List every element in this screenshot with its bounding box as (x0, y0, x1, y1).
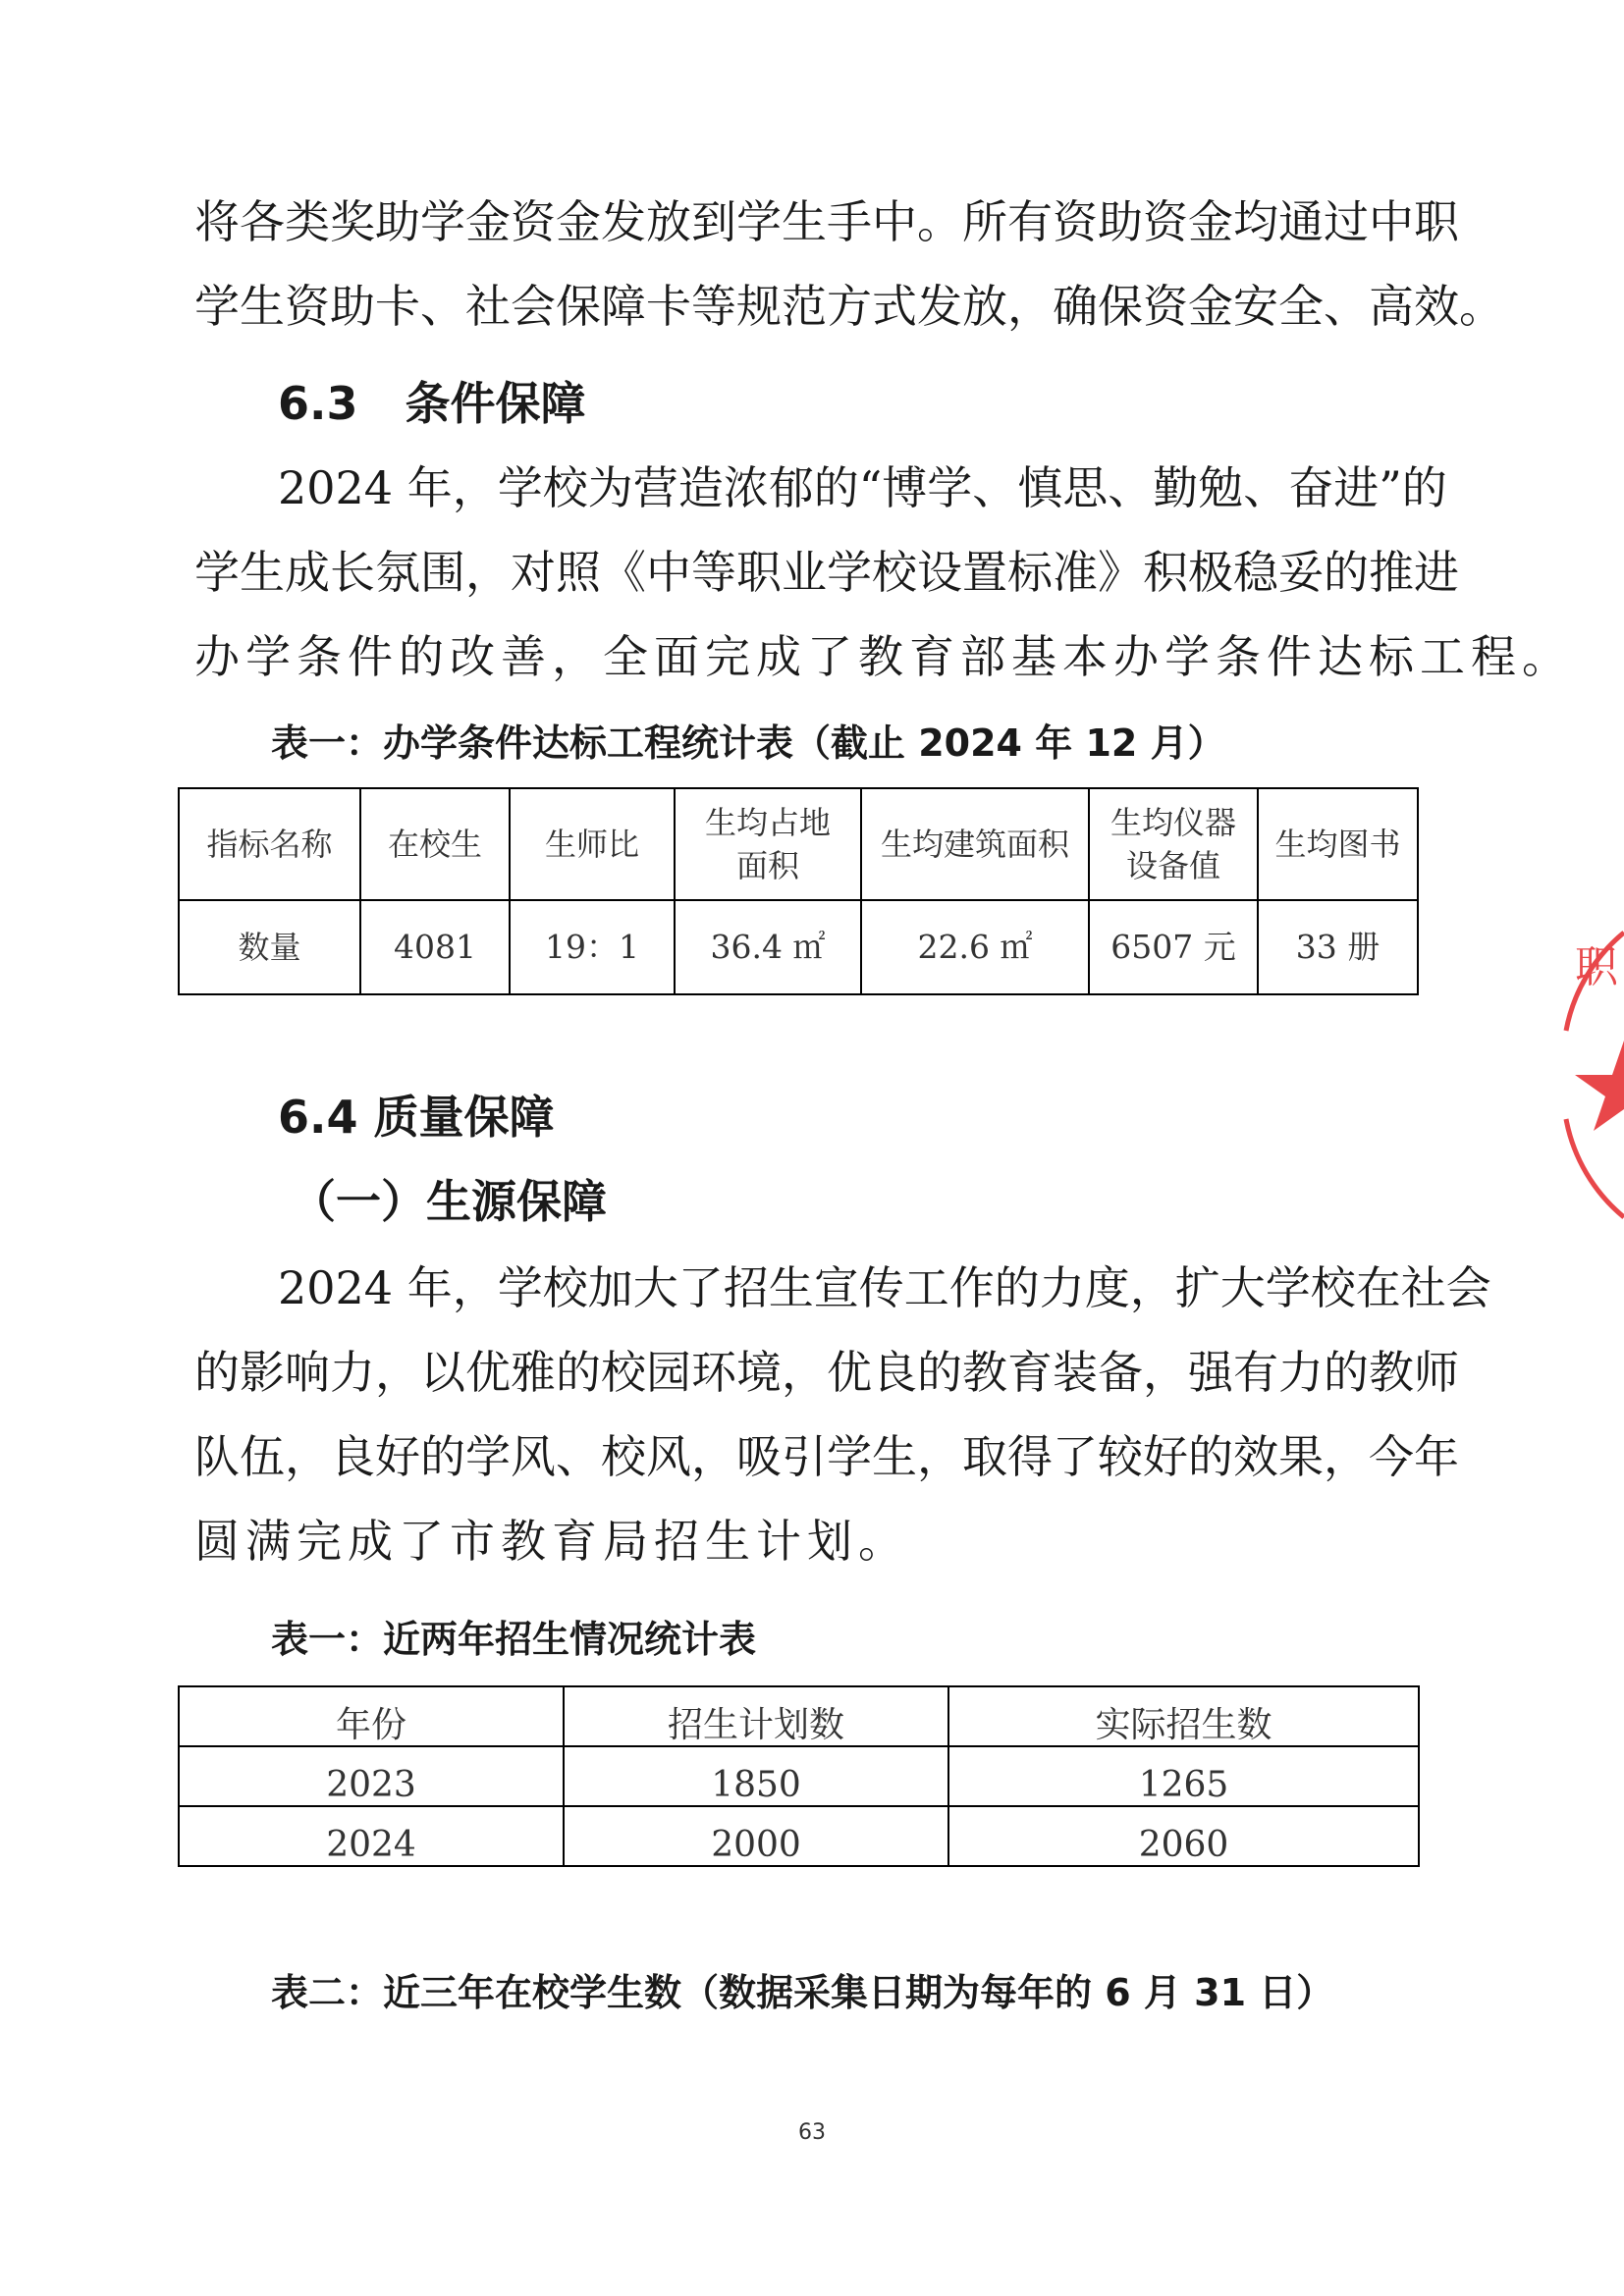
table-cell: 4081 (360, 900, 510, 994)
table-header-row (179, 1686, 1419, 1746)
table-header-row (179, 788, 1418, 900)
section-6-4-line-1: 2024 年，学校加大了招生宣传工作的力度，扩大学校在社会 (278, 1261, 1491, 1314)
table-cell: 6507 元 (1089, 900, 1258, 994)
table-header-cell: 生均图书 (1258, 788, 1418, 900)
table-cell: 数量 (179, 900, 360, 994)
section-6-4-line-3: 队伍，良好的学风、校风，吸引学生，取得了较好的效果，今年 (194, 1430, 1459, 1483)
table-header-cell: 生均建筑面积 (861, 788, 1089, 900)
section-heading-6-3 (278, 374, 586, 433)
enrollment-table (178, 1685, 1420, 1867)
table1-caption: 表一：办学条件达标工程统计表（截止 2024 年 12 月） (271, 721, 1225, 765)
table-header-cell: 指标名称 (179, 788, 360, 900)
table-header-cell: 在校生 (360, 788, 510, 900)
table-cell: 1850 (564, 1746, 948, 1806)
section-6-3-line-1: 2024 年，学校为营造浓郁的“博学、慎思、勤勉、奋进”的 (278, 461, 1447, 514)
table-header-cell: 年份 (179, 1686, 564, 1746)
table-row (179, 1806, 1419, 1866)
body-line-1: 将各类奖助学金资金发放到学生手中。所有资助资金均通过中职 (194, 195, 1459, 248)
table-header-cell: 招生计划数 (564, 1686, 948, 1746)
table-cell: 33 册 (1258, 900, 1418, 994)
table-row (179, 1746, 1419, 1806)
seal-ring (1566, 1119, 1624, 1217)
table-cell: 1265 (948, 1746, 1419, 1806)
section-6-3-line-3: 办学条件的改善，全面完成了教育部基本办学条件达标工程。 (194, 630, 1573, 683)
table-row (179, 900, 1418, 994)
table-cell: 2023 (179, 1746, 564, 1806)
table3-caption: 表二：近三年在校学生数（数据采集日期为每年的 6 月 31 日） (271, 1971, 1334, 2014)
section-6-4-line-4: 圆满完成了市教育局招生计划。 (194, 1515, 909, 1568)
sub-heading-source: （一）生源保障 (291, 1175, 607, 1228)
table-cell: 22.6 ㎡ (861, 900, 1089, 994)
table-cell: 2060 (948, 1806, 1419, 1866)
table-header-cell: 实际招生数 (948, 1686, 1419, 1746)
table-cell: 2000 (564, 1806, 948, 1866)
table-header-cell: 生均仪器 设备值 (1089, 788, 1258, 900)
seal-star-icon (1575, 1041, 1624, 1131)
section-heading-6-4: 6.4 质量保障 (278, 1091, 555, 1144)
official-seal-stamp (1561, 913, 1624, 1237)
section-6-3-line-2: 学生成长氛围，对照《中等职业学校设置标准》积极稳妥的推进 (194, 546, 1459, 599)
table-header-cell: 生均占地 面积 (675, 788, 861, 900)
table-cell: 36.4 ㎡ (675, 900, 861, 994)
page-number: 63 (798, 2120, 826, 2145)
conditions-table (178, 787, 1419, 995)
seal-text: 职 (1575, 942, 1618, 992)
section-title: 条件保障 (405, 377, 586, 430)
section-number: 6.3 (278, 377, 358, 430)
table-cell: 19：1 (510, 900, 675, 994)
body-line-2: 学生资助卡、社会保障卡等规范方式发放，确保资金安全、高效。 (194, 280, 1504, 333)
table-cell: 2024 (179, 1806, 564, 1866)
table-header-cell: 生师比 (510, 788, 675, 900)
table2-caption: 表一：近两年招生情况统计表 (271, 1618, 757, 1661)
section-6-4-line-2: 的影响力，以优雅的校园环境，优良的教育装备，强有力的教师 (194, 1346, 1459, 1399)
